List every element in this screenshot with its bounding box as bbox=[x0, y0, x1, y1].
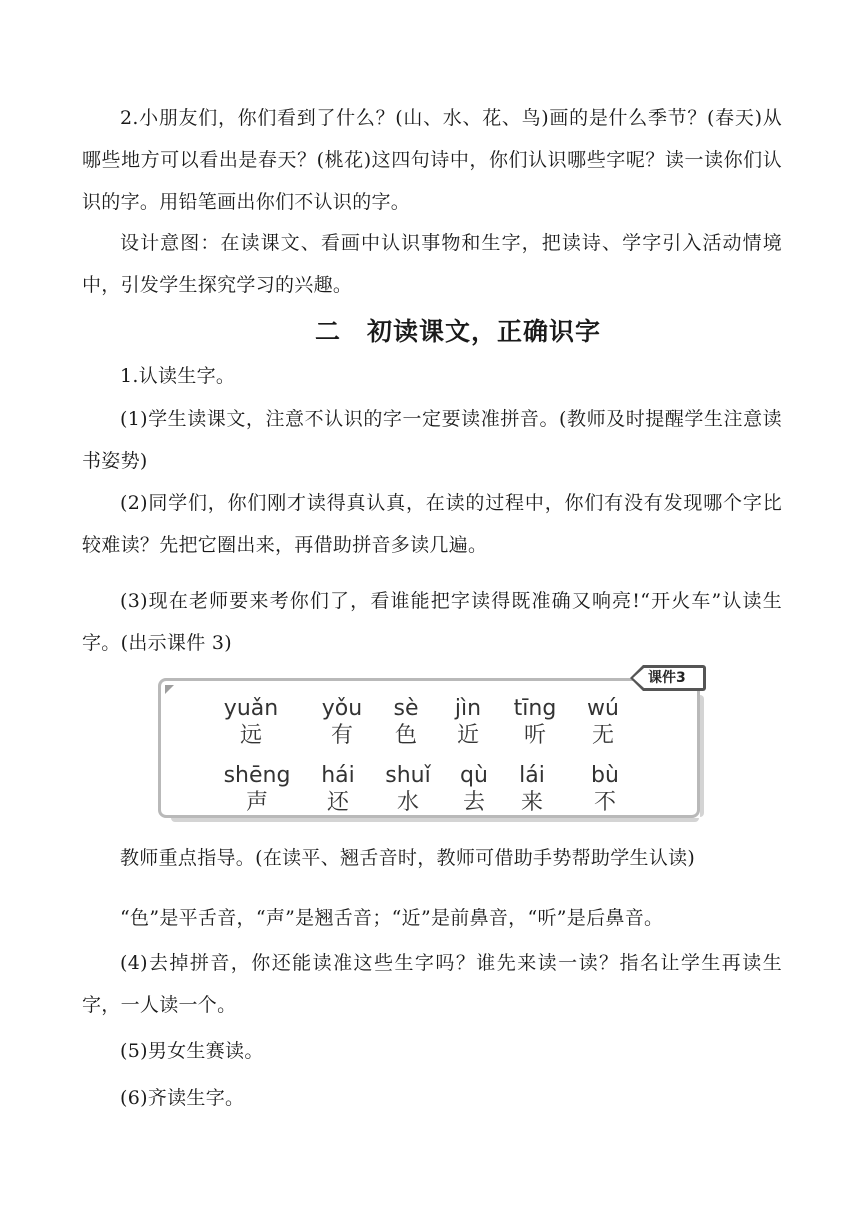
paragraph-question: 2.小朋友们，你们看到了什么？(山、水、花、鸟)画的是什么季节？(春天)从哪些地方可以看出是春天？(桃花)这四句诗中，你们认识哪些字呢？读一读你们认识的字。用铅笔画出你们不认识的字。 bbox=[82, 107, 782, 213]
pinyin: hái bbox=[321, 763, 355, 788]
hanzi: 来 bbox=[520, 790, 543, 815]
pinyin: bù bbox=[591, 763, 619, 788]
hanzi: 不 bbox=[593, 790, 616, 815]
hanzi: 远 bbox=[239, 723, 262, 748]
char-cell bbox=[217, 763, 297, 817]
slide-shadow-bottom bbox=[171, 818, 699, 822]
pinyin: lái bbox=[519, 763, 545, 788]
pinyin: wú bbox=[587, 696, 619, 721]
hanzi: 无 bbox=[591, 723, 614, 748]
char-cell bbox=[563, 696, 643, 750]
hanzi: 有 bbox=[330, 723, 353, 748]
slide-corner-mark bbox=[165, 685, 174, 694]
slide-tag-label: 课件3 bbox=[648, 670, 686, 686]
char-cell bbox=[565, 763, 645, 817]
paragraph-step-1-4: (4)去掉拼音，你还能读准这些生字吗？谁先来读一读？指名让学生再读生字，一人读一个。 bbox=[82, 952, 782, 1016]
paragraph-teacher-guidance: 教师重点指导。(在读平、翘舌音时，教师可借助手势帮助学生认读) bbox=[120, 847, 696, 869]
pinyin: shēng bbox=[223, 763, 291, 788]
char-cell bbox=[298, 763, 378, 817]
hanzi: 近 bbox=[456, 723, 479, 748]
pinyin: yuǎn bbox=[223, 696, 279, 721]
paragraph-step-1: 1.认读生字。 bbox=[120, 365, 236, 387]
slide-shadow-right bbox=[700, 695, 704, 817]
pinyin: sè bbox=[393, 696, 419, 721]
paragraph-step-1-6: (6)齐读生字。 bbox=[120, 1087, 245, 1109]
hanzi: 还 bbox=[326, 790, 349, 815]
hanzi: 声 bbox=[245, 790, 268, 815]
hanzi: 听 bbox=[523, 723, 546, 748]
hanzi: 水 bbox=[396, 790, 419, 815]
char-cell bbox=[211, 696, 291, 750]
pinyin: tīng bbox=[513, 696, 557, 721]
pinyin: jìn bbox=[454, 696, 482, 721]
char-cell bbox=[492, 763, 572, 817]
pinyin: qù bbox=[460, 763, 488, 788]
section-title: 二 初读课文，正确识字 bbox=[314, 317, 601, 346]
paragraph-step-1-1: (1)学生读课文，注意不认识的字一定要读准拼音。(教师及时提醒学生注意读书姿势) bbox=[82, 408, 782, 472]
paragraph-step-1-2: (2)同学们，你们刚才读得真认真，在读的过程中，你们有没有发现哪个字比较难读？先把它圈出来，再借助拼音多读几遍。 bbox=[82, 492, 782, 556]
pinyin: shuǐ bbox=[385, 763, 431, 788]
paragraph-step-1-5: (5)男女生赛读。 bbox=[120, 1040, 264, 1062]
hanzi: 去 bbox=[462, 790, 485, 815]
pinyin: yǒu bbox=[321, 696, 363, 721]
hanzi: 色 bbox=[394, 723, 417, 748]
paragraph-step-1-3: (3)现在老师要来考你们了，看谁能把字读得既准确又响亮!“开火车”认读生字。(出示课件 3) bbox=[82, 590, 782, 654]
paragraph-tongue-notes: “色”是平舌音，“声”是翘舌音；“近”是前鼻音，“听”是后鼻音。 bbox=[120, 907, 664, 929]
paragraph-design-intent: 设计意图：在读课文、看画中认识事物和生字，把读诗、学字引入活动情境中，引发学生探究学习的兴趣。 bbox=[82, 232, 782, 296]
